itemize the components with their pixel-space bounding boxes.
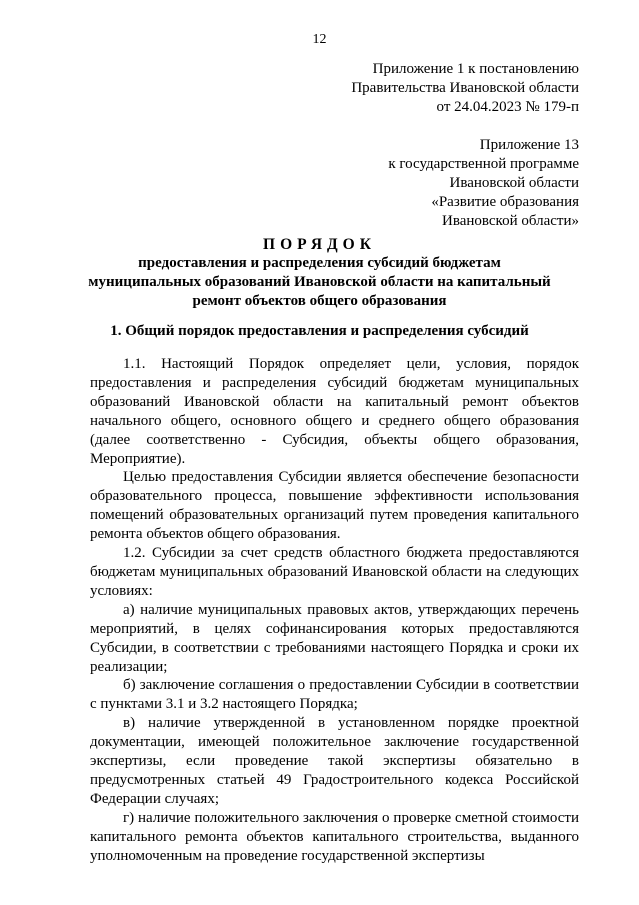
title-main: ПОРЯДОК bbox=[263, 236, 376, 253]
paragraph: 1.2. Субсидии за счет средств областного бюджета предоставляются бюджетам муниципальных образований Ивановской области на следующих условиях: bbox=[90, 545, 579, 599]
paragraph: б) заключение соглашения о предоставлении Субсидии в соответствии с пунктами 3.1 и 3.2 настоящего Порядка; bbox=[90, 677, 579, 713]
appendix-13-line: Ивановской области» bbox=[442, 213, 579, 229]
appendix-13-line: Приложение 13 bbox=[479, 137, 579, 153]
appendix-1-line: от 24.04.2023 № 179-п bbox=[436, 99, 579, 115]
appendix-13-line: «Развитие образования bbox=[431, 194, 579, 210]
body-text bbox=[90, 355, 579, 865]
title-line: муниципальных образований Ивановской области на капитальный bbox=[88, 274, 551, 290]
appendix-1-line: Приложение 1 к постановлению bbox=[372, 61, 579, 77]
appendix-1-line: Правительства Ивановской области bbox=[351, 80, 579, 96]
paragraph: Целью предоставления Субсидии является обеспечение безопасности образовательного процесса, повышение эффективности использования помещений образовательных организаций путем проведения капитального ремонта объектов общего образования. bbox=[90, 469, 579, 543]
page-number: 12 bbox=[312, 32, 327, 47]
document-title bbox=[60, 235, 579, 311]
paragraph: а) наличие муниципальных правовых актов, утверждающих перечень мероприятий, в целях софинансирования которых предоставляются Субсидии, в соответствии с требованиями настоящего Порядка и сроки их реализации; bbox=[90, 601, 579, 675]
appendix-13-line: Ивановской области bbox=[449, 175, 579, 191]
appendix-13-header bbox=[388, 136, 579, 231]
title-line: ремонт объектов общего образования bbox=[192, 293, 447, 309]
section-1-heading: 1. Общий порядок предоставления и распределения субсидий bbox=[110, 323, 529, 339]
paragraph: г) наличие положительного заключения о проверке сметной стоимости капитального ремонта объектов капитального строительства, выданного уполномоченным на проведение государственной экспертизы bbox=[90, 809, 579, 864]
paragraph: 1.1. Настоящий Порядок определяет цели, условия, порядок предоставления и распределения субсидий бюджетам муниципальных образований Ивановской области на капитальный ремонт объектов начального общего, основного общего и среднего общего образования (далее соответственно - Субсидия, объекты общего образования, Мероприятие). bbox=[90, 356, 579, 467]
paragraph: в) наличие утвержденной в установленном порядке проектной документации, имеющей положительное заключение государственной экспертизы, если проведение такой экспертизы обязательно в предусмотренных статьей 49 Градостроительного кодекса Российской Федерации случаях; bbox=[90, 715, 579, 807]
appendix-1-header bbox=[351, 60, 579, 117]
title-line: предоставления и распределения субсидий бюджетам bbox=[138, 255, 501, 271]
appendix-13-line: к государственной программе bbox=[388, 156, 579, 172]
